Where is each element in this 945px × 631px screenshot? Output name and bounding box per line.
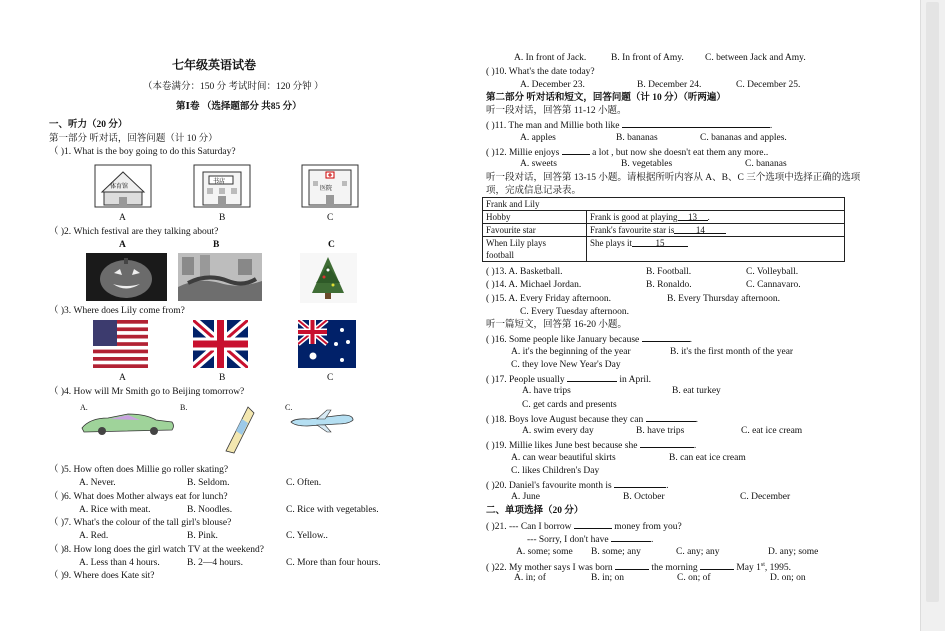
q16-option-c: C. they love New Year's Day xyxy=(511,360,621,370)
q6-option-b: B. Noodles. xyxy=(187,505,233,515)
q6-option-a: A. Rice with meat. xyxy=(79,505,151,515)
bookstore-image xyxy=(193,164,251,208)
dragon-boat-image xyxy=(178,253,262,301)
q1-option-c: C xyxy=(327,213,334,223)
q9-option-a: A. In front of Jack. xyxy=(514,53,587,63)
q21-option-b: B. some; any xyxy=(591,547,641,557)
q5-option-b: B. Seldom. xyxy=(187,478,230,488)
q9-option-b: B. In front of Amy. xyxy=(611,53,684,63)
car-image xyxy=(80,412,176,436)
q21-blank2[interactable] xyxy=(611,532,651,542)
bookstore-sign: 书店 xyxy=(213,178,226,185)
q10-option-b: B. December 24. xyxy=(637,80,702,90)
hospital-image xyxy=(301,164,359,208)
q18-option-c: C. eat ice cream xyxy=(741,426,803,436)
q22-option-c: C. on; of xyxy=(677,573,711,583)
q13-option-b: B. Football. xyxy=(646,267,692,277)
q15-option-c: C. Every Tuesday afternoon. xyxy=(520,307,629,317)
q19-option-a: A. can wear beautiful skirts xyxy=(511,453,616,463)
q11-option-a: A. apples xyxy=(520,133,556,143)
q10-option-c: C. December 25. xyxy=(736,80,801,90)
q7-option-c: C. Yellow.. xyxy=(286,531,328,541)
q3-option-a: A xyxy=(119,373,126,383)
q6-option-c: C. Rice with vegetables. xyxy=(286,505,379,515)
table-row2-value: Frank's favourite star is 14 xyxy=(587,224,845,237)
blank-13[interactable]: 13 xyxy=(678,211,708,221)
q4-option-c: C. xyxy=(285,403,293,412)
table-row3-label: When Lily plays football xyxy=(483,237,587,262)
q11-option-b: B. bananas xyxy=(616,133,658,143)
q21-text: ( )21. --- Can I borrow money from you? xyxy=(486,519,682,533)
q16-text: ( )16. Some people like January because . xyxy=(486,332,692,346)
q9-option-c: C. between Jack and Amy. xyxy=(705,53,806,63)
plane-image xyxy=(287,408,357,434)
q5-option-c: C. Often. xyxy=(286,478,322,488)
info-record-table xyxy=(482,197,845,262)
exam-title: 七年级英语试卷 xyxy=(172,58,257,72)
q2-option-b: B xyxy=(213,240,220,250)
q16-option-a: A. it's the beginning of the year xyxy=(511,347,631,357)
table-row1-value: Frank is good at playing 13 . xyxy=(587,211,845,224)
intro-13-15-line2: 项，完成信息记录表。 xyxy=(486,186,582,196)
q21-line2: --- Sorry, I don't have . xyxy=(527,532,653,546)
q17-option-a: A. have trips xyxy=(522,386,571,396)
table-row1-label: Hobby xyxy=(483,211,587,224)
q22-option-a: A. in; of xyxy=(514,573,546,583)
q18-text: ( )18. Boys love August because they can . xyxy=(486,412,698,426)
scrollbar-thumb[interactable] xyxy=(926,2,939,602)
q20-blank[interactable] xyxy=(614,478,666,488)
christmas-tree-image xyxy=(300,253,357,303)
q22-text: ( )22. My mother says I was born the morning May 1st, 1995. xyxy=(486,562,792,574)
q12-option-c: C. bananas xyxy=(745,159,787,169)
q12-blank[interactable] xyxy=(562,145,590,155)
q3-option-c: C xyxy=(327,373,334,383)
q2-text: （ )2. Which festival are they talking about? xyxy=(49,227,219,237)
q17-option-c: C. get cards and presents xyxy=(522,400,617,410)
q3-text: （ )3. Where does Lily come from? xyxy=(49,306,185,316)
intro-16-20: 听一篇短文，回答第 16-20 小题。 xyxy=(486,320,627,330)
q19-option-b: B. can eat ice cream xyxy=(669,453,746,463)
section1-label: 一、听力（20 分） xyxy=(49,120,128,130)
q21-blank1[interactable] xyxy=(574,519,612,529)
q22-option-b: B. in; on xyxy=(591,573,624,583)
q22-blank2[interactable] xyxy=(700,560,734,570)
q6-text: （ )6. What does Mother always eat for lunch? xyxy=(49,492,228,502)
exam-subtitle: （本卷满分：150 分 考试时间：120 分钟 ） xyxy=(143,82,324,92)
q5-text: （ )5. How often does Millie go roller skating? xyxy=(49,465,229,475)
q2-option-c: C xyxy=(328,240,335,250)
q10-option-a: A. December 23. xyxy=(520,80,585,90)
q1-option-b: B xyxy=(219,213,226,223)
q17-text: ( )17. People usually in April. xyxy=(486,372,651,386)
q17-option-b: B. eat turkey xyxy=(672,386,721,396)
q11-blank[interactable] xyxy=(622,118,770,128)
stadium-sign: 体育馆 xyxy=(110,183,129,190)
q8-option-b: B. 2—4 hours. xyxy=(187,558,243,568)
q4-option-b: B. xyxy=(180,403,188,412)
q7-option-b: B. Pink. xyxy=(187,531,218,541)
q4-text: （ )4. How will Mr Smith go to Beijing tomorrow? xyxy=(49,387,245,397)
q22-blank1[interactable] xyxy=(615,560,649,570)
q11-text: ( )11. The man and Millie both like . xyxy=(486,118,772,132)
q13-option-c: C. Volleyball. xyxy=(746,267,799,277)
stadium-image xyxy=(94,164,152,208)
q8-text: （ )8. How long does the girl watch TV at the weekend? xyxy=(49,545,264,555)
q10-text: ( )10. What's the date today? xyxy=(486,67,595,77)
q5-option-a: A. Never. xyxy=(79,478,116,488)
q3-option-b: B xyxy=(219,373,226,383)
q20-text: ( )20. Daniel's favourite month is . xyxy=(486,478,668,492)
blank-14[interactable]: 14 xyxy=(674,224,726,234)
q18-blank[interactable] xyxy=(646,412,696,422)
usa-flag-image xyxy=(93,320,148,368)
blank-15[interactable]: 15 xyxy=(632,237,688,247)
q20-option-a: A. June xyxy=(511,492,541,502)
q2-option-a: A xyxy=(119,240,126,250)
q4-option-a: A. xyxy=(80,403,88,412)
table-row3-value: She plays it 15 xyxy=(587,237,845,262)
q8-option-c: C. More than four hours. xyxy=(286,558,381,568)
q15-option-b: B. Every Thursday afternoon. xyxy=(667,294,781,304)
q16-blank[interactable] xyxy=(642,332,690,342)
q19-blank[interactable] xyxy=(640,438,694,448)
intro-13-15-line1: 听一段对话，回答第 13-15 小题。请根据所听内容从 A、B、C 三个选项中选择正确的选项 xyxy=(486,173,861,183)
q20-option-b: B. October xyxy=(623,492,665,502)
table-title: Frank and Lily xyxy=(483,198,845,211)
part1-header: 第Ⅰ卷 （选择题部分 共85 分） xyxy=(176,102,302,112)
hospital-sign: 医院 xyxy=(320,185,333,192)
train-image xyxy=(220,405,258,457)
q21-option-c: C. any; any xyxy=(676,547,720,557)
q8-option-a: A. Less than 4 hours. xyxy=(79,558,160,568)
q14-option-b: B. Ronaldo. xyxy=(646,280,692,290)
q7-text: （ )7. What's the colour of the tall girl's blouse? xyxy=(49,518,232,528)
q7-option-a: A. Red. xyxy=(79,531,109,541)
uk-flag-image xyxy=(193,320,248,368)
q20-option-c: C. December xyxy=(740,492,791,502)
pumpkin-image xyxy=(86,253,167,301)
q18-option-a: A. swim every day xyxy=(522,426,594,436)
q19-option-c: C. likes Children's Day xyxy=(511,466,600,476)
q12-option-a: A. sweets xyxy=(520,159,557,169)
section1-part1: 第一部分 听对话，回答问题（计 10 分） xyxy=(49,134,218,144)
q18-option-b: B. have trips xyxy=(636,426,685,436)
q14-text: ( )14. A. Michael Jordan. xyxy=(486,280,582,290)
part2-intro: 听一段对话，回答第 11-12 小题。 xyxy=(486,106,627,116)
q15-text: ( )15. A. Every Friday afternoon. xyxy=(486,294,612,304)
q1-text: （ )1. What is the boy going to do this Saturday? xyxy=(49,147,236,157)
q16-option-b: B. it's the first month of the year xyxy=(670,347,794,357)
q12-text: ( )12. Millie enjoys a lot , but now she doesn't eat them any more.. xyxy=(486,145,768,159)
part2-label: 第二部分 听对话和短文，回答问题（计 10 分）（听两遍） xyxy=(486,93,726,103)
q1-option-a: A xyxy=(119,213,126,223)
q17-blank[interactable] xyxy=(567,372,617,382)
australia-flag-image xyxy=(298,320,356,368)
q9-text: （ )9. Where does Kate sit? xyxy=(49,571,155,581)
q21-option-a: A. some; some xyxy=(516,547,573,557)
q19-text: ( )19. Millie likes June best because she . xyxy=(486,438,696,452)
vertical-scrollbar[interactable] xyxy=(920,0,945,631)
q13-text: ( )13. A. Basketball. xyxy=(486,267,563,277)
q21-option-d: D. any; some xyxy=(768,547,819,557)
section2-label: 二、单项选择（20 分） xyxy=(486,506,584,516)
q11-option-c: C. bananas and apples. xyxy=(700,133,787,143)
q12-option-b: B. vegetables xyxy=(621,159,673,169)
q22-option-d: D. on; on xyxy=(770,573,806,583)
table-row2-label: Favourite star xyxy=(483,224,587,237)
q14-option-c: C. Cannavaro. xyxy=(746,280,801,290)
